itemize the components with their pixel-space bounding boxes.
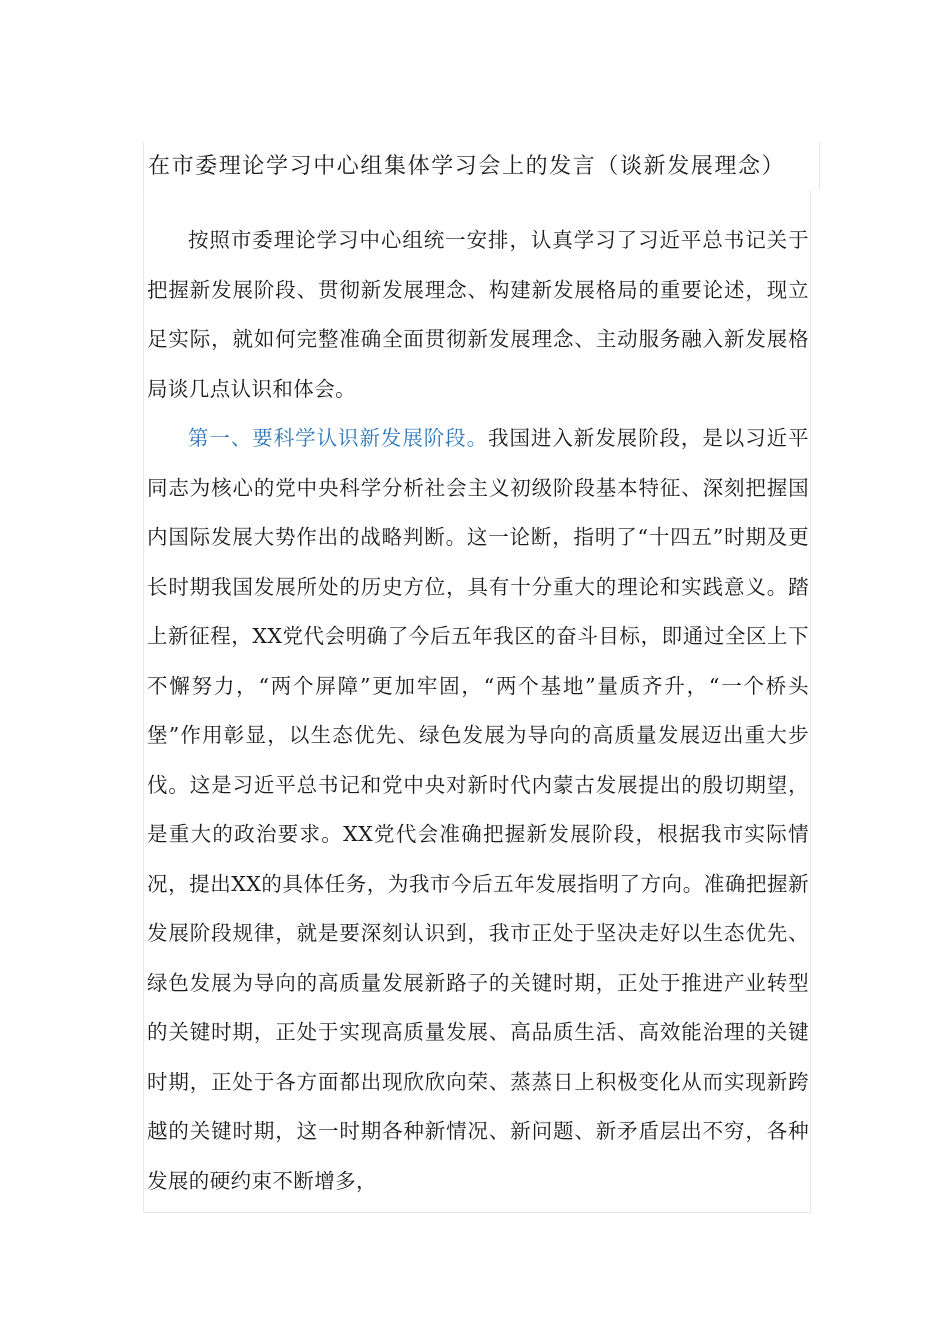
title-box [143,142,820,190]
document-body [143,190,811,1213]
paragraph-intro [147,216,809,414]
document-title: 在市委理论学习中心组集体学习会上的发言（谈新发展理念） [148,154,786,179]
paragraph-first-point-text: 我国进入新发展阶段，是以习近平同志为核心的党中央科学分析社会主义初级阶段基本特征、深刻把握国内国际发展大势作出的战略判断。这一论断，指明了“十四五”时期及更长时期我国发展所处的历史方位，具有十分重大的理论和实践意义。踏上新征程，XX党代会明确了今后五年我区的奋斗目标，即通过全区上下不懈努力，“两个屏障”更加牢固，“两个基地”量质齐升，“一个桥头堡”作用彰显，以生态优先、绿色发展为导向的高质量发展迈出重大步伐。这是习近平总书记和党中央对新时代内蒙古发展提出的殷切期望，是重大的政治要求。XX党代会准确把握新发展阶段，根据我市实际情况，提出XX的具体任务，为我市今后五年发展指明了方向。准确把握新发展阶段规律，就是要深刻认识到，我市正处于坚决走好以生态优先、绿色发展为导向的高质量发展新路子的关键时期，正处于推进产业转型的关键时期，正处于实现高质量发展、高品质生活、高效能治理的关键时期，正处于各方面都出现欣欣向荣、蒸蒸日上积极变化从而实现新跨越的关键时期，这一时期各种新情况、新问题、新矛盾层出不穷，各种发展的硬约束不断增多， [147,426,809,1193]
body-text [147,216,809,1206]
paragraph-intro-text: 按照市委理论学习中心组统一安排，认真学习了习近平总书记关于把握新发展阶段、贯彻新发展理念、构建新发展格局的重要论述，现立足实际，就如何完整准确全面贯彻新发展理念、主动服务融入新发展格局谈几点认识和体会。 [147,228,809,401]
paragraph-first-point [147,414,809,1206]
section-heading-first: 第一、要科学认识新发展阶段。 [188,426,489,450]
